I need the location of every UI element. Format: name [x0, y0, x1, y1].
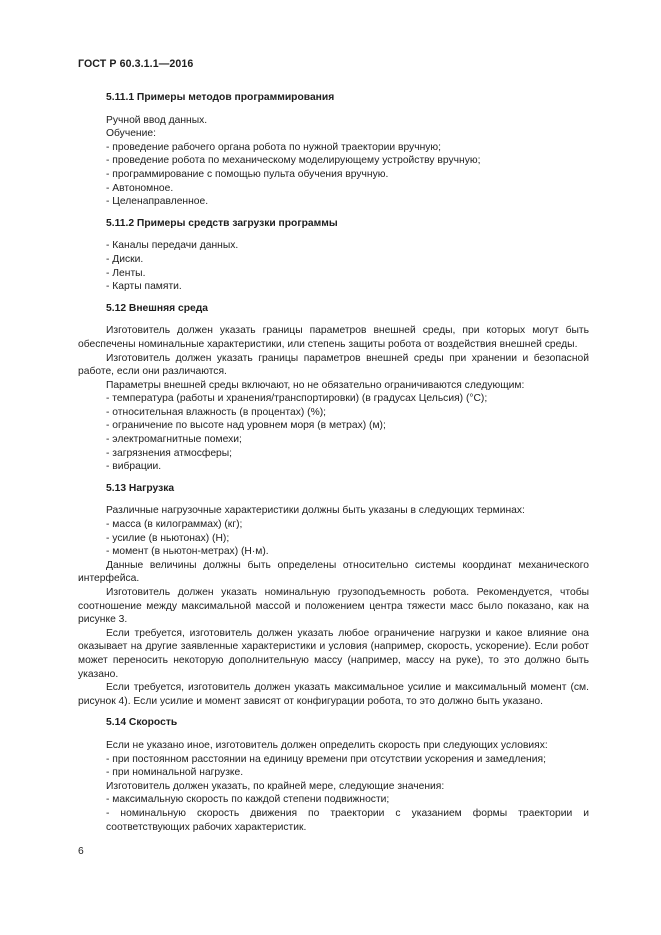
section-heading: 5.13 Нагрузка	[106, 482, 175, 494]
section-5-13	[78, 482, 589, 709]
list-item: - вибрации.	[106, 461, 162, 473]
list-item: - Автономное.	[106, 182, 174, 194]
list-item: - при номинальной нагрузке.	[106, 767, 244, 779]
document-body	[78, 91, 589, 834]
paragraph: Данные величины должны быть определены относительно системы координат механического интерфейса.	[78, 559, 589, 585]
section-5-14	[78, 716, 589, 834]
page-number: 6	[78, 846, 84, 857]
section-heading: 5.11.2 Примеры средств загрузки программы	[106, 217, 338, 229]
list-item: - Карты памяти.	[106, 281, 182, 293]
document-id-header: ГОСТ Р 60.3.1.1—2016	[78, 58, 194, 70]
paragraph: Ручной ввод данных.	[106, 114, 208, 126]
list-item: - Диски.	[106, 253, 144, 265]
list-item: - загрязнения атмосферы;	[106, 447, 233, 459]
list-item: - электромагнитные помехи;	[106, 434, 242, 446]
section-heading: 5.11.1 Примеры методов программирования	[106, 92, 335, 103]
paragraph: Изготовитель должен указать границы параметров внешней среды при хранении и безопасной работе, если они различаются.	[78, 352, 589, 378]
paragraph: Параметры внешней среды включают, но не обязательно ограничиваются следующим:	[106, 379, 525, 391]
list-item: - максимальную скорость по каждой степени подвижности;	[106, 794, 390, 806]
paragraph: Изготовитель должен указать номинальную грузоподъемность робота. Рекомендуется, чтобы соотношение между максимальной массой и положением центра тяжести масс было показано, как на рисунке 3.	[78, 587, 589, 626]
list-item: - относительная влажность (в процентах) (%);	[106, 406, 327, 418]
list-item: - температура (работы и хранения/транспортировки) (в градусах Цельсия) (°С);	[106, 393, 488, 405]
list-item: - программирование с помощью пульта обучения вручную.	[106, 168, 389, 180]
section-5-11-2	[78, 217, 589, 294]
paragraph: Обучение:	[106, 128, 156, 140]
list-item: - Каналы передачи данных.	[106, 240, 239, 252]
section-heading: 5.12 Внешняя среда	[106, 302, 208, 314]
list-item: - при постоянном расстоянии на единицу времени при отсутствии ускорения и замедления;	[106, 753, 546, 765]
paragraph: Изготовитель должен указать, по крайней мере, следующие значения:	[106, 780, 445, 792]
list-item: - масса (в килограммах) (кг);	[106, 519, 243, 531]
list-item: - проведение робота по механическому моделирующему устройству вручную;	[106, 155, 481, 167]
paragraph: Если не указано иное, изготовитель должен определить скорость при следующих условиях:	[106, 739, 548, 751]
paragraph: Если требуется, изготовитель должен указать любое ограничение нагрузки и какое влияние она оказывает на другие заявленные характеристики и условия (например, скорость, ускорение). Если робот может переносить некоторую дополнительную массу (например, массу на руке), то это должно быть указано.	[78, 627, 589, 680]
list-item: - Целенаправленное.	[106, 196, 209, 208]
list-item: - номинальную скорость движения по траектории с указанием формы траектории и соответствующих рабочих характеристик.	[106, 807, 589, 833]
paragraph: Различные нагрузочные характеристики должны быть указаны в следующих терминах:	[106, 505, 525, 517]
list-item: - момент (в ньютон-метрах) (Н·м).	[106, 546, 269, 558]
section-heading: 5.14 Скорость	[106, 717, 178, 729]
list-item: - ограничение по высоте над уровнем моря (в метрах) (м);	[106, 420, 386, 432]
paragraph: Изготовитель должен указать границы параметров внешней среды, при которых могут быть обеспечены номинальные характеристики, или степень защиты робота от воздействия внешней среды.	[78, 325, 589, 350]
list-item: - проведение рабочего органа робота по нужной траектории вручную;	[106, 141, 441, 153]
section-5-12	[78, 302, 589, 474]
section-5-11-1	[78, 91, 589, 209]
paragraph: Если требуется, изготовитель должен указать максимальное усилие и максимальный момент (см. рисунок 4). Если усилие и момент зависят от конфигурации робота, то это должно быть указано.	[78, 682, 589, 707]
list-item: - Ленты.	[106, 267, 146, 279]
list-item: - усилие (в ньютонах) (Н);	[106, 532, 230, 544]
